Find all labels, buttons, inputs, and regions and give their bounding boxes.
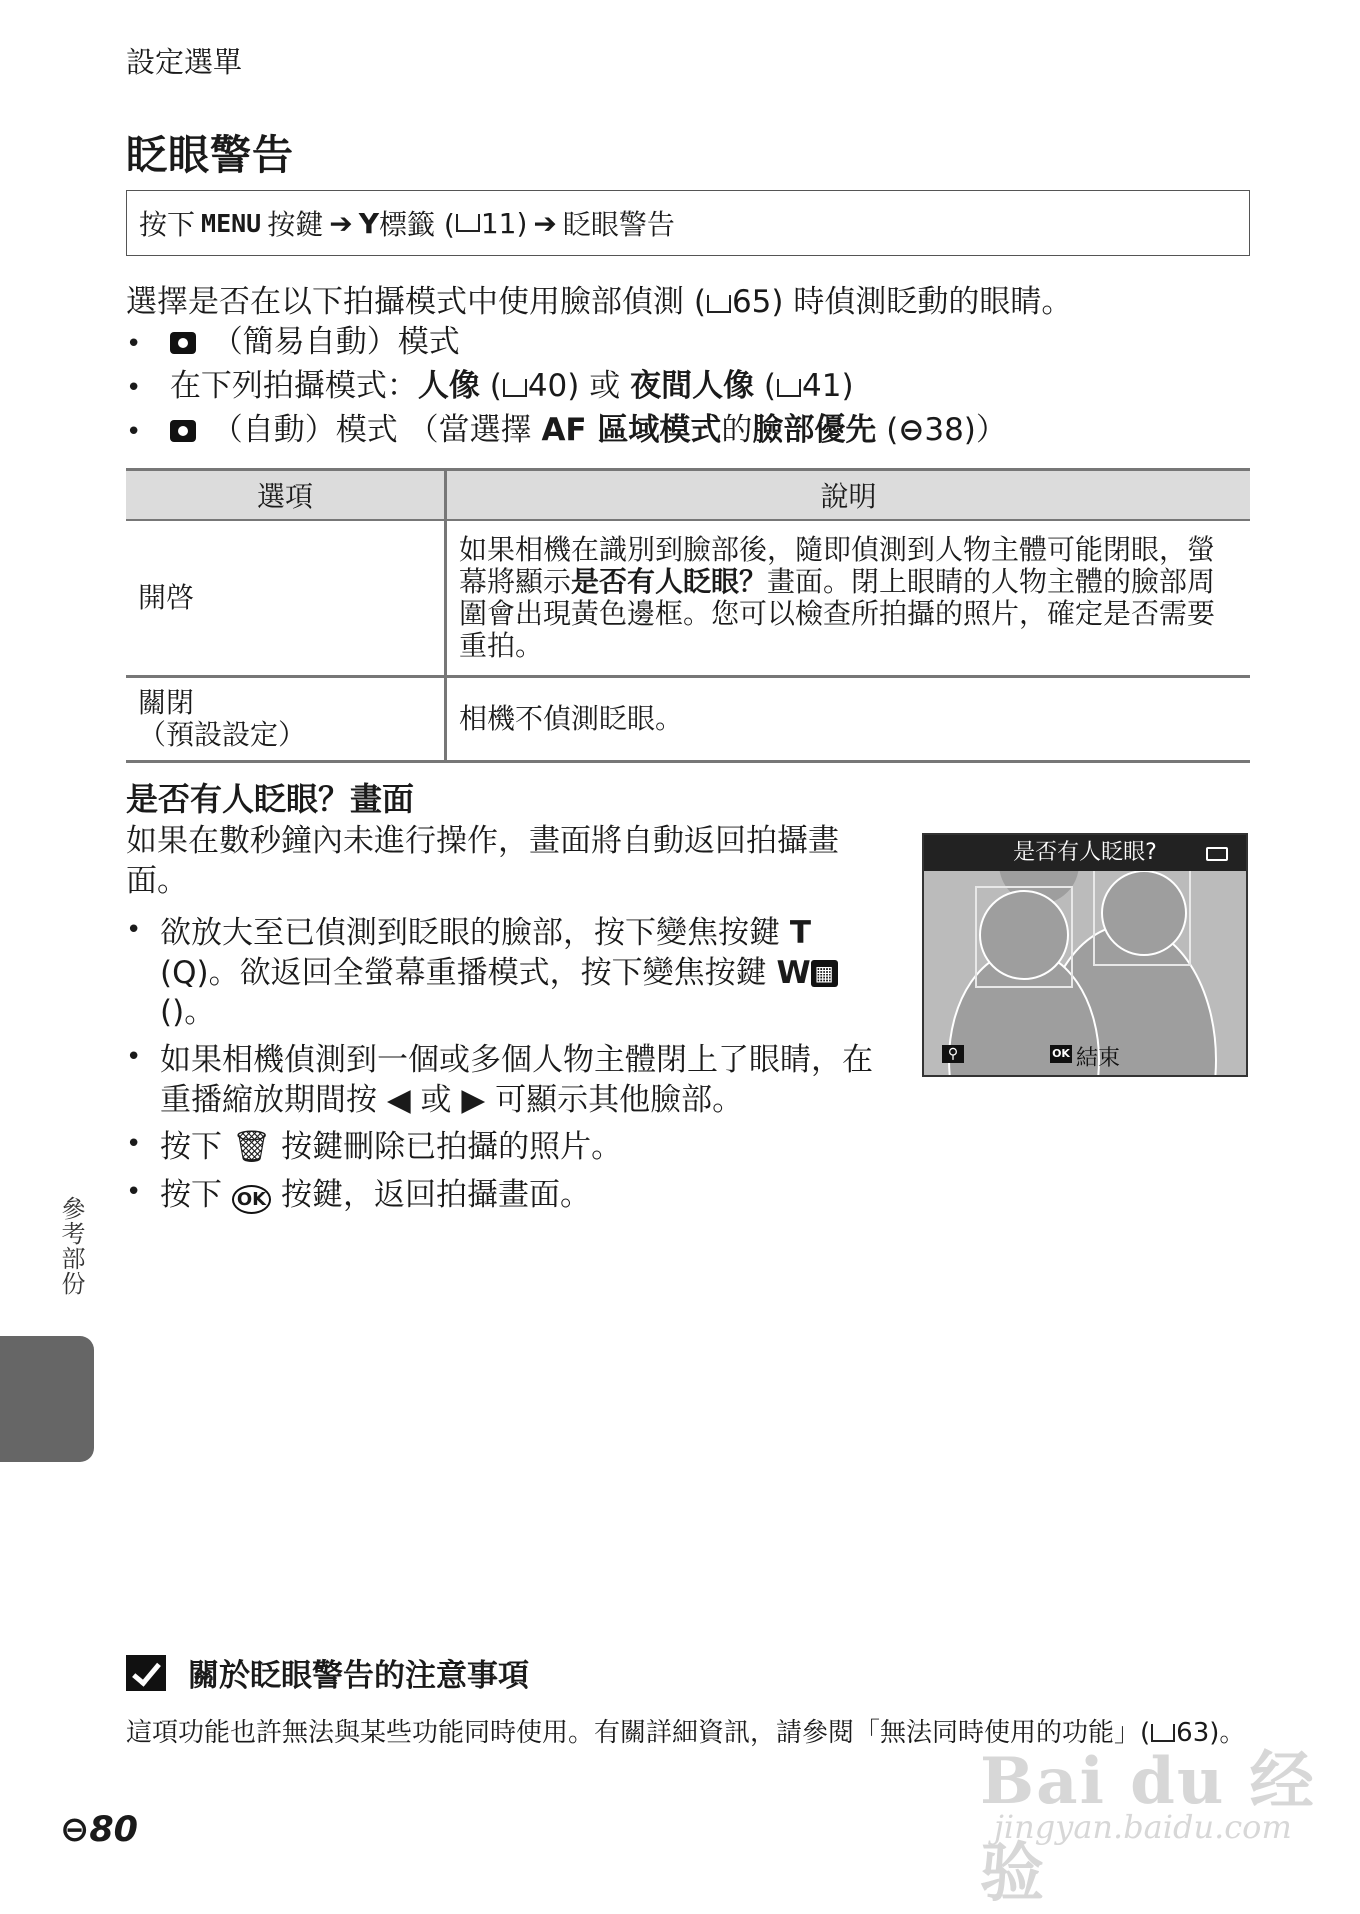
ref-open: ( [754,368,777,404]
zoom-t-key: T [789,915,812,951]
book-icon [707,295,731,313]
column-header: 說明 [446,470,1251,521]
tip-part: 按下 [160,1177,232,1214]
desc-text: 畫面。閉上眼睛的人物主體的臉部周圍會出現黃色邊框。您可以檢查所拍攝的照片，確定是否需要重拍。 [459,564,1216,663]
page-title: 眨眼警告 [126,131,294,179]
desc-text: 如果相機在識別到臉部後，隨即偵測到人物主體可能閉眼，螢幕將顯示 [459,532,1216,598]
description-cell: 相機不偵測眨眼。 [446,677,1251,762]
tip-part: 按下 [160,1129,232,1166]
list-item: • 如果相機偵測到一個或多個人物主體閉上了眼睛，在重播縮放期間按 ◀ 或 ▶ 可顯示其他臉部。 [126,1041,886,1120]
book-icon [503,379,527,397]
list-item: • 按下 🗑 按鍵刪除已拍攝的照片。 [126,1128,886,1168]
face-priority-label: 臉部優先 [752,412,877,448]
tip-part: 欲放大至已偵測到眨眼的臉部，按下變焦按鍵 [160,915,790,951]
af-area-label: AF 區域模式 [541,412,722,448]
ref-num: 40) 或 [527,368,621,404]
thumbnail-icon: ▦ [811,960,838,988]
side-section-label: 參考部份 [57,1196,85,1296]
tip-part: 可顯示其他臉部。 [485,1081,744,1118]
tip-part: ()。 [160,994,216,1031]
face-shape [1102,871,1186,955]
check-icon [126,1655,166,1691]
zoom-icon: ⚲ [942,1045,964,1063]
tip-text [160,1176,886,1216]
ref-open: ( [479,368,502,404]
e-ref-icon: ⊖ [898,412,925,448]
screen-bottom-bar [924,1039,1246,1075]
page-number [60,1810,138,1850]
mode-text: 在下列拍攝模式： [169,368,418,404]
section-header: 設定選單 [126,45,243,79]
list-item: • 欲放大至已偵測到眨眼的臉部，按下變焦按鍵 T (Q)。欲返回全螢幕重播模式，按下變焦按鍵 W ▦ ()。 [126,914,886,1033]
ok-icon: OK [1050,1045,1072,1063]
table-row [126,677,1250,762]
option-cell [126,677,446,762]
menu-key-label: MENU [201,208,262,238]
ref-num: 41) [802,368,854,404]
option-line: 關閉 [138,685,195,719]
battery-icon [1206,847,1228,861]
path-item: 眨眼警告 [562,208,675,241]
option-cell: 開啓 [126,520,446,677]
tip-text [160,1128,886,1168]
e-ref-icon: ⊖ [60,1810,90,1850]
watermark-brand: Bai du 经验 [980,1744,1316,1911]
tips-list [126,914,886,1224]
tip-part: (Q)。欲返回全螢幕重播模式，按下變焦按鍵 [160,954,777,991]
path-press: 按下 [139,208,196,241]
tip-text [160,914,886,1033]
mode-text: 的 [721,412,753,448]
tip-part: 或 [410,1081,462,1118]
mode-text: （自動）模式 （當選擇 [211,412,542,448]
path-tab: 標籤 ( [379,208,455,241]
book-icon [777,379,801,397]
night-portrait-label: 夜間人像 [630,368,755,404]
watermark-url: jingyan.baidu.com [994,1808,1292,1846]
left-arrow-icon: ◀ [386,1081,411,1118]
wrench-icon: Y [358,206,379,240]
right-arrow-icon: ▶ [461,1081,486,1118]
easy-auto-icon [170,332,196,354]
mode-list [126,320,1007,452]
screen-title: 是否有人眨眼? [1013,840,1157,865]
camera-icon [170,420,196,442]
trash-icon: 🗑 [231,1129,272,1166]
face-shape [980,891,1068,979]
note-heading [126,1650,529,1695]
table-row [126,520,1250,677]
tip-part: 按鍵刪除已拍攝的照片。 [271,1129,623,1166]
intro-text [126,276,1072,321]
description-cell [446,520,1251,677]
portrait-label: 人像 [417,368,480,404]
option-line: （預設設定） [138,718,307,751]
mode-text: （簡易自動）模式 [211,324,460,360]
book-icon [456,214,480,232]
subsection-title: 是否有人眨眼？畫面 [126,780,415,818]
tip-text [160,1041,886,1120]
ref-num: 38)） [924,412,1007,448]
ref-open: ( [876,412,899,448]
intro-post: 65) 時偵測眨動的眼睛。 [731,284,1073,320]
screen-title-bar [924,835,1246,871]
path-button: 按鍵 [267,208,324,241]
menu-path-box [126,190,1250,256]
options-table [126,468,1250,763]
zoom-w-key: W [776,954,811,991]
tip-part: 按鍵，返回拍攝畫面。 [271,1177,591,1214]
end-label: 結束 [1076,1046,1121,1071]
desc-bold: 是否有人眨眼？ [571,564,768,598]
page-number-value: 80 [89,1810,139,1850]
column-header: 選項 [126,470,446,521]
ok-button-icon: OK [232,1185,271,1214]
watermark [980,1722,1320,1911]
table-header [126,470,1250,521]
note-part: 63)。 [1176,1718,1246,1748]
list-item: • （簡易自動）模式 [126,324,460,360]
note-title: 關於眨眼警告的注意事項 [188,1658,529,1694]
arrow-right-icon: ➔ [533,206,557,240]
intro-pre: 選擇是否在以下拍攝模式中使用臉部偵測 ( [126,284,706,320]
list-item: • 按下 OK 按鍵，返回拍攝畫面。 [126,1176,886,1216]
tip-part: 如果相機偵測到一個或多個人物主體閉上了眼睛，在重播縮放期間按 [160,1042,873,1118]
list-item: • （自動）模式 （當選擇 AF 區域模式的臉部優先 (⊖38)） [126,412,1007,448]
path-ref: 11) [480,206,528,240]
camera-screen-illustration [922,833,1248,1077]
section-tab [0,1336,94,1462]
screen-paragraph: 如果在數秒鐘內未進行操作，畫面將自動返回拍攝畫面。 [126,823,839,899]
arrow-right-icon: ➔ [329,206,353,240]
note-part: 這項功能也許無法與某些功能同時使用。有關詳細資訊，請參閱「無法同時使用的功能」( [126,1718,1151,1748]
list-item: • 在下列拍攝模式：人像 ( 40) 或 夜間人像 ( 41) [126,368,854,404]
